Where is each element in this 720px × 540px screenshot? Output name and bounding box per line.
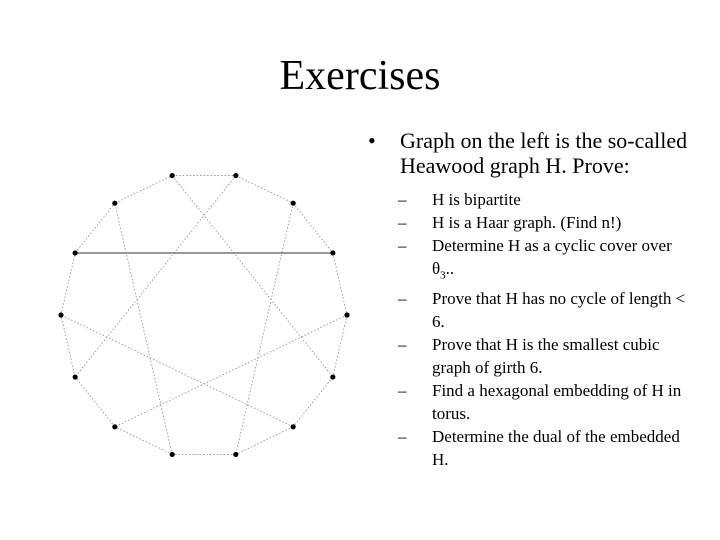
dash-mark: – — [398, 289, 407, 309]
graph-edge — [115, 176, 172, 204]
graph-vertex — [170, 173, 175, 178]
sub-item — [368, 211, 698, 234]
sub-item-text: Determine H as a cyclic cover over $\theta_3$.. — [432, 236, 672, 282]
sub-item-text: H is bipartite — [432, 190, 521, 209]
graph-edge — [61, 315, 75, 377]
main-bullet — [368, 128, 698, 178]
dash-mark: – — [398, 381, 407, 401]
dash-mark: – — [398, 213, 407, 232]
sub-item — [368, 287, 698, 333]
graph-edge — [172, 176, 333, 377]
graph-edge — [293, 377, 333, 427]
sub-item-text: Prove that H has no cycle of length < 6. — [432, 289, 686, 332]
sub-item-text: Determine the dual of the embedded H. — [432, 427, 680, 470]
graph-vertex — [73, 374, 78, 379]
graph-edge — [333, 253, 347, 315]
graph-edge — [61, 315, 293, 427]
graph-vertex — [344, 312, 349, 317]
graph-edge — [115, 427, 172, 455]
graph-vertex — [233, 452, 238, 457]
bullet-icon: • — [368, 128, 376, 153]
main-bullet-text: Graph on the left is the so-called Heawood graph H. Prove: — [400, 128, 688, 178]
dash-mark: – — [398, 335, 407, 355]
graph-vertex — [330, 374, 335, 379]
graph-vertex — [170, 452, 175, 457]
graph-edge — [293, 203, 333, 253]
content-area — [368, 128, 698, 471]
graph-edge — [236, 203, 293, 454]
dash-mark: – — [398, 236, 407, 255]
graph-vertex — [330, 250, 335, 255]
sub-item — [368, 188, 698, 211]
dash-mark: – — [398, 190, 407, 209]
graph-edge — [75, 377, 115, 427]
subscript: 3 — [440, 269, 446, 282]
graph-vertex — [291, 201, 296, 206]
sub-item — [368, 425, 698, 471]
graph-edge — [333, 315, 347, 377]
graph-vertex — [58, 312, 63, 317]
graph-edge — [115, 203, 172, 454]
graph-vertex — [112, 424, 117, 429]
graph-vertex — [291, 424, 296, 429]
graph-edge — [75, 203, 115, 253]
graph-vertex — [233, 173, 238, 178]
sub-list — [368, 188, 698, 471]
graph-vertex — [112, 201, 117, 206]
sub-item-text: Find a hexagonal embedding of H in torus. — [432, 381, 682, 424]
slide-title: Exercises — [279, 53, 441, 99]
graph-edge — [236, 427, 293, 455]
graph-vertex — [73, 250, 78, 255]
graph-edge — [61, 253, 75, 315]
graph-edge — [115, 315, 347, 427]
sub-item-text: Prove that H is the smallest cubic graph of girth 6. — [432, 335, 660, 378]
graph-edge — [75, 176, 236, 377]
sub-item-text: H is a Haar graph. (Find n!) — [432, 213, 622, 232]
sub-item — [368, 234, 698, 287]
dash-mark: – — [398, 427, 407, 447]
sub-item — [368, 333, 698, 379]
sub-item — [368, 379, 698, 425]
graph-edge — [236, 176, 293, 204]
